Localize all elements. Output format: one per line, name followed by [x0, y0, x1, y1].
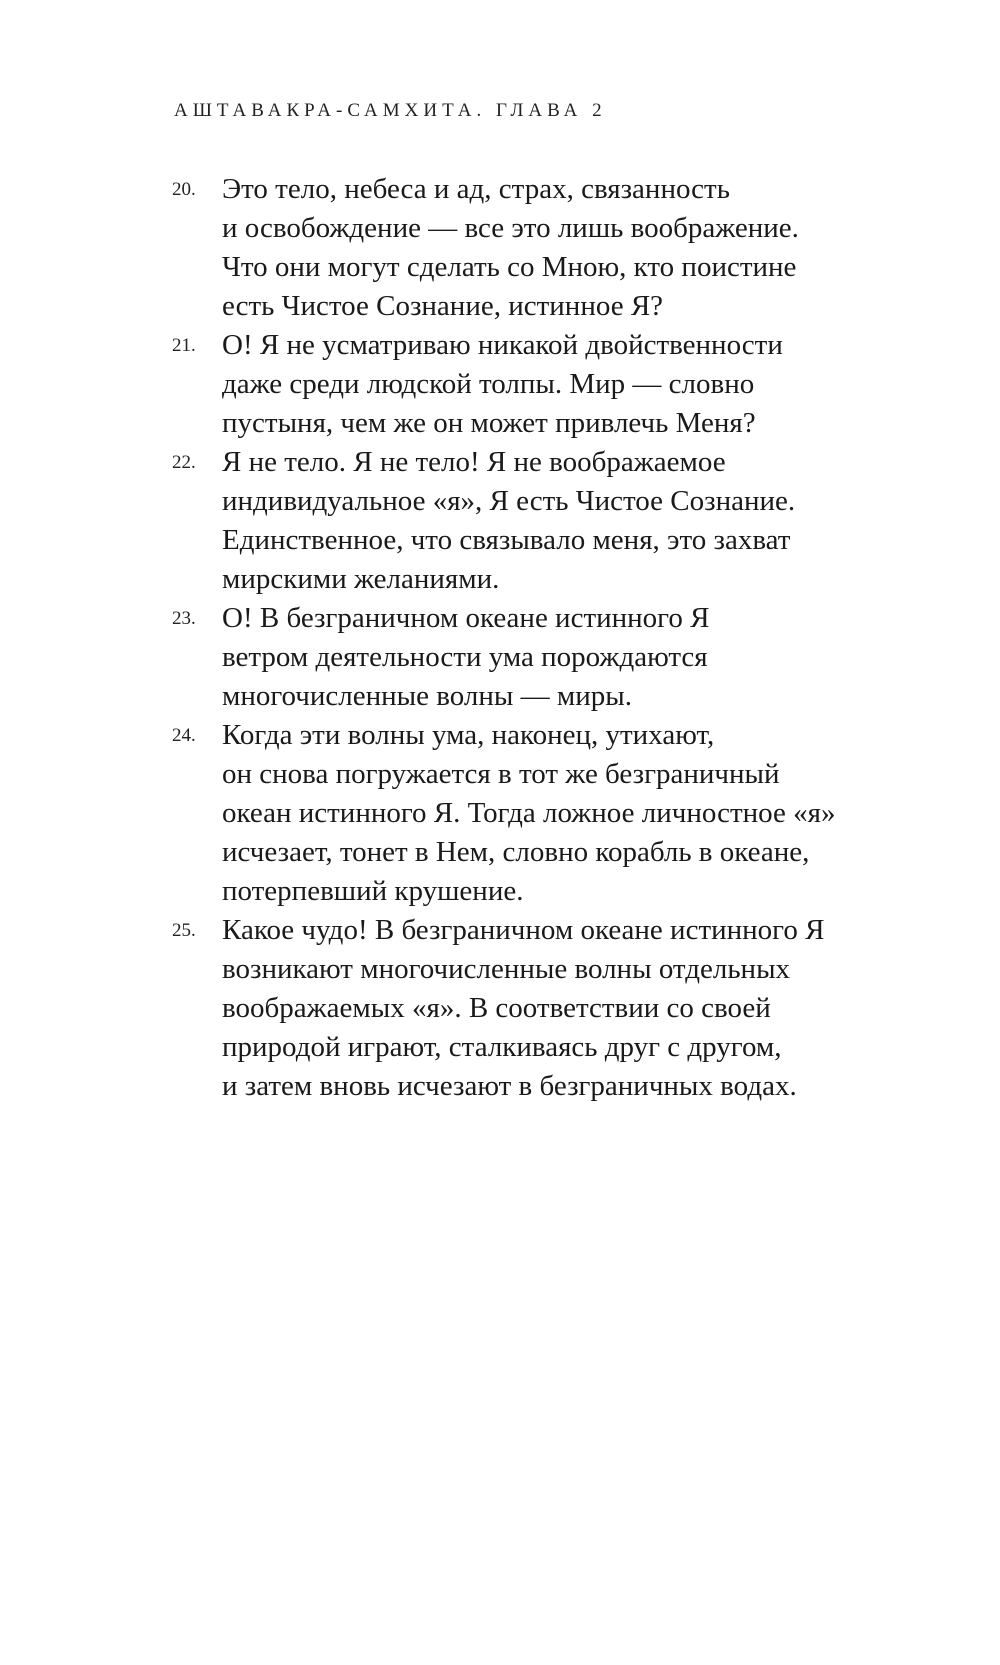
verse-line: пустыня, чем же он может привлечь Меня?	[222, 407, 756, 439]
verse-23	[172, 599, 912, 716]
verse-text	[222, 599, 912, 716]
verse-line: Что они могут сделать со Мною, кто поистине	[222, 251, 797, 283]
verse-line: океан истинного Я. Тогда ложное личностное «я»	[222, 797, 836, 829]
verse-25	[172, 911, 912, 1106]
verse-number: 20.	[172, 179, 196, 200]
verse-text	[222, 911, 912, 1106]
verse-line: потерпевший крушение.	[222, 875, 524, 907]
verse-line: О! В безграничном океане истинного Я	[222, 602, 710, 634]
verse-list	[172, 170, 912, 1106]
verse-line: даже среди людской толпы. Мир — словно	[222, 368, 755, 400]
running-head: АШТАВАКРА-САМХИТА. ГЛАВА 2	[174, 100, 607, 121]
verse-number: 25.	[172, 920, 196, 941]
verse-line: исчезает, тонет в Нем, словно корабль в океане,	[222, 836, 810, 868]
verse-line: О! Я не усматриваю никакой двойственности	[222, 329, 783, 361]
verse-line: индивидуальное «я», Я есть Чистое Сознание.	[222, 485, 796, 517]
verse-number: 23.	[172, 608, 196, 629]
verse-text	[222, 326, 912, 443]
verse-line: возникают многочисленные волны отдельных	[222, 953, 791, 985]
verse-24	[172, 716, 912, 911]
verse-line: ветром деятельности ума порождаются	[222, 641, 708, 673]
verse-22	[172, 443, 912, 599]
verse-line: многочисленные волны — миры.	[222, 680, 632, 712]
verse-number: 22.	[172, 452, 196, 473]
verse-number: 21.	[172, 335, 196, 356]
verse-text	[222, 443, 912, 599]
verse-line: Это тело, небеса и ад, страх, связанность	[222, 173, 730, 205]
verse-line: Когда эти волны ума, наконец, утихают,	[222, 719, 715, 751]
verse-line: природой играют, сталкиваясь друг с другом,	[222, 1031, 782, 1063]
verse-number: 24.	[172, 725, 196, 746]
verse-21	[172, 326, 912, 443]
verse-text	[222, 170, 912, 326]
verse-line: мирскими желаниями.	[222, 563, 500, 595]
verse-line: Я не тело. Я не тело! Я не воображаемое	[222, 446, 726, 478]
verse-text	[222, 716, 912, 911]
verse-line: он снова погружается в тот же безграничный	[222, 758, 780, 790]
verse-line: Единственное, что связывало меня, это захват	[222, 524, 791, 556]
verse-line: Какое чудо! В безграничном океане истинного Я	[222, 914, 825, 946]
verse-20	[172, 170, 912, 326]
verse-line: воображаемых «я». В соответствии со своей	[222, 992, 771, 1024]
verse-line: и освобождение — все это лишь воображение.	[222, 212, 799, 244]
verse-line: есть Чистое Сознание, истинное Я?	[222, 290, 664, 322]
verse-line: и затем вновь исчезают в безграничных водах.	[222, 1070, 797, 1102]
